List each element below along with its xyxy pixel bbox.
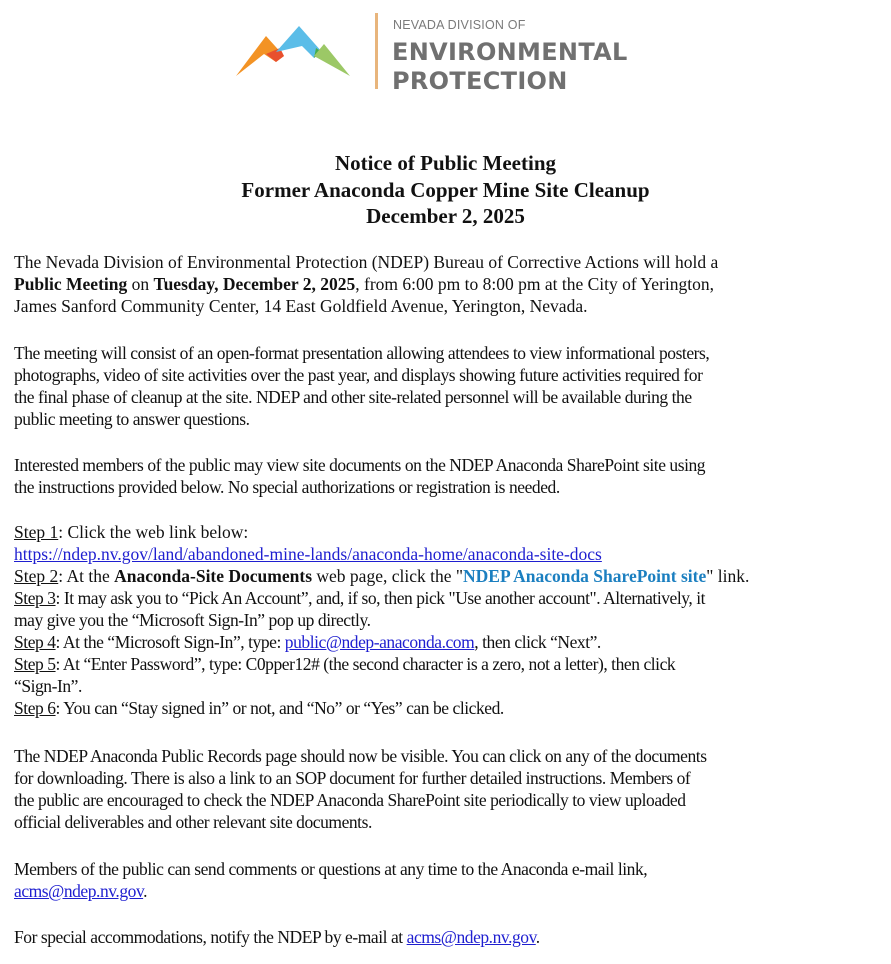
step-5 [14, 653, 884, 675]
para3-line-1: Interested members of the public may view site documents on the NDEP Anaconda SharePoint site using [14, 455, 706, 475]
para6-line-1 [14, 926, 884, 948]
step-4-label: Step 4 [14, 632, 56, 652]
title-line-1: Notice of Public Meeting [334, 151, 557, 175]
anaconda-site-docs-link[interactable]: https://ndep.nv.gov/land/abandoned-mine-lands/anaconda-home/anaconda-site-docs [14, 544, 602, 564]
step-1-label: Step 1 [14, 522, 59, 542]
para1-text: , from 6:00 pm to 8:00 pm at the City of Yerington, [355, 274, 714, 294]
comments-paragraph [14, 858, 884, 902]
step-6 [14, 697, 884, 719]
para6-tail: . [535, 927, 540, 947]
public-meeting-label: Public Meeting [14, 274, 128, 294]
para4-line-4: official deliverables and other relevant site documents. [14, 812, 372, 832]
para6-text: For special accommodations, notify the NDEP by e-mail at [14, 927, 407, 947]
acms-email-link[interactable]: acms@ndep.nv.gov [14, 881, 144, 901]
title-line-2: Former Anaconda Copper Mine Site Cleanup [241, 177, 650, 202]
meeting-format-paragraph [14, 342, 884, 430]
para4-line-3: the public are encouraged to check the NDEP Anaconda SharePoint site periodically to view uploaded [14, 790, 686, 810]
para5-tail: . [143, 881, 148, 901]
para4-line-1: The NDEP Anaconda Public Records page should now be visible. You can click on any of the documents [14, 746, 707, 766]
step-3-label: Step 3 [14, 588, 56, 608]
para2-line-1: The meeting will consist of an open-format presentation allowing attendees to view informational posters, [14, 343, 710, 363]
para2-line-3: the final phase of cleanup at the site. NDEP and other site-related personnel will be available during the [14, 387, 692, 407]
step-3-continued: may give you the “Microsoft Sign-In” pop up directly. [14, 610, 371, 630]
ndep-logo [236, 8, 656, 95]
step-2-text: web page, click the " [312, 566, 463, 586]
documents-intro-paragraph [14, 454, 884, 498]
step-3 [14, 587, 884, 609]
acms-email-link-2[interactable]: acms@ndep.nv.gov [406, 927, 536, 947]
para4-line-2: for downloading. There is also a link to an SOP document for further detailed instructions. Members of [14, 768, 691, 788]
step-4-text: , then click “Next”. [474, 632, 601, 652]
para1-line-2 [14, 273, 884, 295]
step-3-text: : It may ask you to “Pick An Account”, and, if so, then pick "Use another account". Alternatively, it [55, 588, 706, 608]
notice-title [0, 150, 891, 230]
mountain-logo-icon [236, 26, 354, 82]
step-6-text: : You can “Stay signed in” or not, and “No” or “Yes” can be clicked. [55, 698, 504, 718]
para5-line-1: Members of the public can send comments or questions at any time to the Anaconda e-mail link, [14, 859, 648, 879]
step-4-text: : At the “Microsoft Sign-In”, type: [55, 632, 285, 652]
step-4 [14, 631, 884, 653]
logo-line-3: PROTECTION [392, 67, 568, 95]
accommodations-paragraph [14, 926, 884, 948]
para2-line-4: public meeting to answer questions. [14, 409, 250, 429]
public-records-paragraph [14, 745, 884, 833]
para5-line-2 [14, 880, 884, 902]
meeting-announcement-paragraph [14, 251, 884, 317]
step-2-text: " link. [706, 566, 750, 586]
steps-list [14, 521, 884, 719]
logo-line-1: NEVADA DIVISION OF [393, 18, 526, 32]
sharepoint-site-link[interactable]: NDEP Anaconda SharePoint site [463, 566, 707, 586]
step-1-url-line [14, 543, 884, 565]
step-1 [14, 521, 884, 543]
step-5-label: Step 5 [14, 654, 56, 674]
step-5-continued: “Sign-In”. [14, 676, 82, 696]
step-1-text: : Click the web link below: [58, 522, 249, 542]
para3-line-2: the instructions provided below. No special authorizations or registration is needed. [14, 477, 560, 497]
step-2 [14, 565, 884, 587]
para1-line-1: The Nevada Division of Environmental Protection (NDEP) Bureau of Corrective Actions will hold a [14, 252, 719, 272]
step-6-label: Step 6 [14, 698, 56, 718]
para1-text: on [127, 274, 154, 294]
logo-divider [375, 13, 378, 89]
title-line-3: December 2, 2025 [366, 204, 525, 228]
step-2-label: Step 2 [14, 566, 59, 586]
logo-line-2: ENVIRONMENTAL [392, 38, 628, 66]
para2-line-2: photographs, video of site activities over the past year, and displays showing future activities required for [14, 365, 703, 385]
anaconda-site-documents-label: Anaconda-Site Documents [114, 566, 313, 586]
step-2-text: : At the [58, 566, 115, 586]
meeting-date: Tuesday, December 2, 2025 [153, 274, 356, 294]
public-email-link[interactable]: public@ndep-anaconda.com [284, 632, 475, 652]
para1-line-3: James Sanford Community Center, 14 East Goldfield Avenue, Yerington, Nevada. [14, 296, 588, 316]
step-5-text: : At “Enter Password”, type: C0pper12# (the second character is a zero, not a letter), then click [55, 654, 676, 674]
